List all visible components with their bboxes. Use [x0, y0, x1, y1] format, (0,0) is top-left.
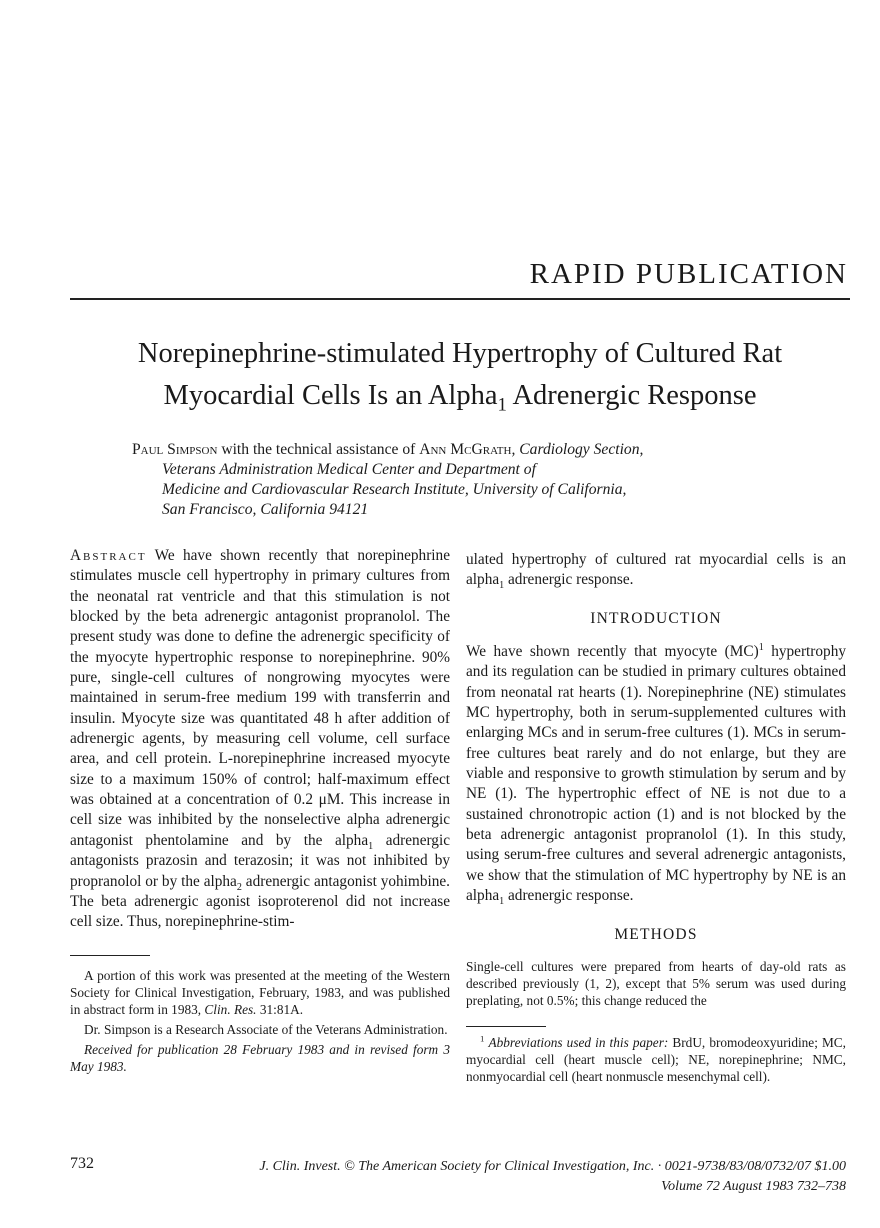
footnote-received: Received for publication 28 February 1983 and in revised form 3 May 1983.	[70, 1042, 450, 1074]
page-number: 732	[70, 1155, 94, 1172]
section-label: RAPID PUBLICATION	[529, 258, 848, 290]
footnote-rule	[70, 955, 150, 956]
abstract: Abstract We have shown recently that norepinephrine stimulates muscle cell hypertrophy in primary cultures from the neonatal rat ventricle and that this stimulation is not blocked by the beta adrenergic antagonist propranolol. The present study was done to define the adrenergic specificity of the myocyte hypertrophic response to norepinephrine. 90% pure, single-cell cultures of nongrowing myocytes were maintained in serum-free medium 199 with transferrin and insulin. Myocyte size was quantitated 48 h after addition of adrenergic agents, by measuring cell volume, cell surface area, and cell protein. L-norepinephrine increased myocyte size to a maximum 150% of control; half-maximum effect was obtained at a concentration of 0.2 μM. This increase in cell size was inhibited by the nonselective alpha adrenergic antagonist phentolamine and by the alpha$_1$ adrenergic antagonists prazosin and terazosin; it was not inhibited by propranolol or by the alpha$_2$ adrenergic antagonist yohimbine. The beta adrenergic agonist isoproterenol did not increase cell size. Thus, norepinephrine-stim-	[70, 547, 450, 931]
footer-citation: J. Clin. Invest. © The American Society for Clinical Investigation, Inc. · 0021-9738/83/08/0732/07 $1.00	[259, 1159, 846, 1174]
abstract-continuation: ulated hypertrophy of cultured rat myocardial cells is an alpha$_1$ adrenergic response.	[466, 551, 846, 592]
right-column	[466, 550, 846, 1009]
footer-volume: Volume 72 August 1983 732–738	[661, 1179, 846, 1194]
assistant-name: Ann McGrath	[419, 441, 512, 458]
footnotes-left	[70, 967, 450, 1078]
article-title	[70, 333, 850, 417]
title-line-2: Myocardial Cells Is an Alpha$_1$ Adrenergic Response	[163, 380, 757, 416]
abstract-label: Abstract	[70, 547, 147, 564]
introduction-text: We have shown recently that myocyte (MC)$^1$ hypertrophy and its regulation can be studied in primary cultures obtained from neonatal rat hearts (1). Norepinephrine (NE) stimulates MC hypertrophy, both in serum-supplemented cultures with enlarging MCs and in serum-free cultures (1). MCs in serum-free cultures beat rarely and do not enlarge, but they are viable and responsive to growth stimulation by serum and by NE (1). The hypertrophic effect of NE is not due to a sustained chronotropic action (1) and is not blocked by the beta adrenergic antagonist propranolol (1). In this study, using serum-free cultures and several adrenergic antagonists, we show that the stimulation of MC hypertrophy by NE is an alpha$_1$ adrenergic response.	[466, 641, 846, 908]
footnote-author: Dr. Simpson is a Research Associate of the Veterans Administration.	[84, 1022, 448, 1037]
methods-text: Single-cell cultures were prepared from hearts of day-old rats as described previously (1, 2), except that 5% serum was used during preplating, not 0.5%; this change reduced the	[466, 958, 846, 1008]
affiliation-line: Medicine and Cardiovascular Research Institute, University of California,	[162, 481, 627, 498]
title-line-1: Norepinephrine-stimulated Hypertrophy of Cultured Rat	[137, 338, 783, 369]
footnote-rule	[466, 1026, 546, 1027]
footnote-abbreviations: $^1$ Abbreviations used in this paper: BrdU, bromodeoxyuridine; MC, myocardial cell (heart muscle cell); NE, norepinephrine; NMC, nonmyocardial cell (heart nonmuscle mesenchymal cell).	[466, 1033, 847, 1084]
journal-footer	[130, 1157, 846, 1197]
introduction-heading: INTRODUCTION	[590, 609, 722, 627]
affiliation-line: San Francisco, California 94121	[162, 501, 369, 518]
affiliation-line: Veterans Administration Medical Center and Department of	[162, 461, 536, 478]
header-rule	[70, 298, 850, 300]
author-name: Paul Simpson	[132, 441, 218, 458]
author-line: Paul Simpson with the technical assistance of Ann McGrath, Cardiology Section,	[132, 441, 644, 458]
methods-heading: METHODS	[614, 925, 698, 943]
footnote-presentation: A portion of this work was presented at the meeting of the Western Society for Clinical Investigation, February, 1983, and was published in abstract form in 1983, Clin. Res. 31:81A.	[70, 968, 450, 1017]
author-block	[132, 440, 832, 520]
